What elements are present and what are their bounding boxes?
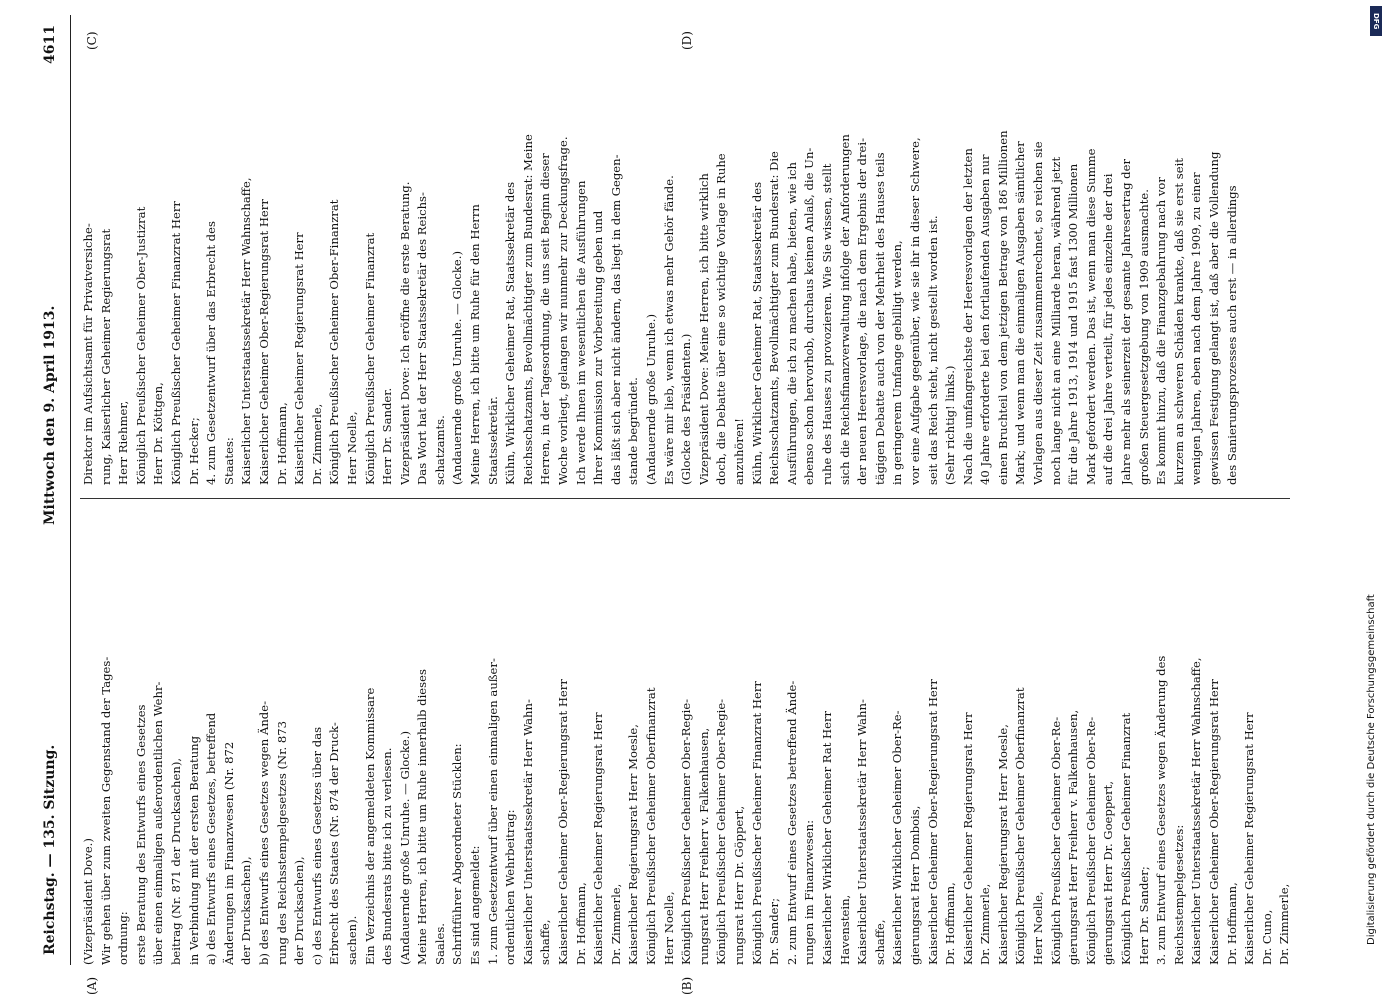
text-line: Es kommt hinzu, daß die Finanzgebahrung nach vor <box>1154 177 1169 485</box>
text-line: Dr. Sander; <box>767 898 782 965</box>
text-line: rung, Kaiserlicher Geheimer Regierungsrat <box>98 228 113 485</box>
text-line: ordnung: <box>116 911 131 965</box>
text-line: Woche vorliegt, gelangen wir nunmehr zur Deckungsfrage. <box>556 136 571 485</box>
text-line: Vorlagen aus dieser Zeit zusammenrechnet, so reichen sie <box>1031 141 1046 485</box>
text-line: Königlich Preußischer Geheimer Ober-Finanzrat <box>327 199 342 485</box>
text-line: Es sind angemeldet: <box>468 845 483 965</box>
text-line: Königlich Preußischer Geheimer Oberfinanzrat <box>1013 687 1028 965</box>
text-line: Kaiserlicher Unterstaatssekretär Herr Wahnschaffe, <box>1189 657 1204 965</box>
margin-marker-b: (B) <box>680 976 694 995</box>
text-line: a) des Entwurfs eines Gesetzes, betreffend <box>204 712 219 965</box>
text-line: rungen im Finanzwesen: <box>802 820 817 965</box>
text-line: (Vizepräsident Dove.) <box>81 838 95 965</box>
text-line: Dr. Zimmerle, <box>1277 883 1292 965</box>
text-line: Reichsschatzamts, Bevollmächtigter zum Bundesrat: Die <box>767 151 782 485</box>
text-line: erste Beratung des Entwurfs eines Gesetzes <box>133 704 148 965</box>
text-line: 3. zum Entwurf eines Gesetzes wegen Änderung des <box>1154 655 1169 965</box>
text-line: beitrag (Nr. 871 der Drucksachen), <box>168 757 183 965</box>
header-date: Mittwoch den 9. April 1913. <box>42 305 58 525</box>
text-line: Königlich Preußischer Geheimer Ober-Re- <box>1048 716 1063 965</box>
text-line: Herr Dr. Sander; <box>1136 866 1151 965</box>
text-line: der Drucksachen), <box>239 856 254 965</box>
page-header <box>40 15 66 965</box>
text-line: Kaiserlicher Geheimer Ober-Regierungsrat Herr <box>1207 679 1221 965</box>
text-line: Herr Noelle, <box>344 411 359 485</box>
text-line: Kaiserlicher Regierungsrat Herr Moesle, <box>995 724 1010 965</box>
text-line: gierungsrat Herr Dr. Goeppert, <box>1101 780 1116 965</box>
text-line: Kaiserlicher Geheimer Ober-Regierungsrat Herr <box>256 199 271 485</box>
text-line: (Glocke des Präsidenten.) <box>679 333 694 485</box>
text-line: Saales. <box>432 923 447 965</box>
text-line: Herr Dr. Köttgen, <box>151 382 166 485</box>
text-line: Herr Dr. Sander. <box>380 387 395 485</box>
text-line: Ihrer Kommission zur Vorbereitung geben und <box>591 210 606 485</box>
header-left: Reichstag. — 135. Sitzung. <box>42 744 58 955</box>
text-line: Kaiserlicher Geheimer Regierungsrat Herr <box>960 712 975 965</box>
text-line: der Drucksachen), <box>292 856 307 965</box>
text-line: anzuhören! <box>731 418 746 485</box>
text-line: Kühn, Wirklicher Geheimer Rat, Staatssekretär des <box>749 181 764 485</box>
text-line: Königlich Preußischer Geheimer Finanzrat Herr <box>168 201 183 485</box>
text-line: (Andauernde große Unruhe. — Glocke.) <box>397 731 412 965</box>
column-separator <box>80 498 1290 499</box>
text-line: Kaiserlicher Wirklicher Geheimer Ober-Re- <box>890 710 905 965</box>
margin-marker-a: (A) <box>85 976 99 995</box>
text-line: in geringerem Umfange gebilligt werden, <box>890 240 905 485</box>
text-line: Vizepräsident Dove: Ich eröffne die erste Beratung. <box>397 181 412 485</box>
text-line: Kaiserlicher Unterstaatssekretär Herr Wahnschaffe, <box>239 177 254 485</box>
text-line: schaffe, <box>872 919 887 965</box>
page-number: 4611 <box>42 25 58 64</box>
text-line: schatzamts. <box>432 415 447 485</box>
text-line: Direktor im Aufsichtsamt für Privatversiche- <box>81 223 95 485</box>
text-line: Dr. Zimmerle, <box>608 883 623 965</box>
text-line: Dr. Hoffmann, <box>943 882 958 965</box>
text-line: Reichsschatzamts, Bevollmächtigter zum Bundesrat: Meine <box>520 134 535 485</box>
text-line: wenigen Jahren, eben nach dem Jahre 1909, zu einer <box>1189 172 1204 485</box>
text-line: gierungsrat Herr Freiherr v. Falkenhausen, <box>1066 709 1081 965</box>
dfg-logo: DFG <box>1370 6 1382 36</box>
text-line: Dr. Cuno, <box>1259 909 1274 965</box>
text-line: Kaiserlicher Unterstaatssekretär Herr Wahn- <box>855 699 870 965</box>
text-line: ordentlichen Wehrbeitrag: <box>503 809 518 965</box>
text-line: Kaiserlicher Unterstaatssekretär Herr Wahn- <box>520 699 535 965</box>
text-line: Königlich Preußischer Geheimer Finanzrat <box>1119 712 1134 965</box>
funding-note: Digitalisierung gefördert durch die Deutsche Forschungsgemeinschaft <box>1366 594 1377 945</box>
text-line: Mark gefordert werden. Das ist, wenn man diese Summe <box>1083 148 1098 485</box>
text-line: Kaiserlicher Geheimer Regierungsrat Herr <box>591 712 606 965</box>
text-line: Mark; und wenn man die einmaligen Ausgaben sämtlicher <box>1013 141 1028 485</box>
text-line: Staates: <box>221 437 236 485</box>
text-line: Kaiserlicher Geheimer Ober-Regierungsrat Herr <box>925 679 940 965</box>
text-line: seit das Reich steht, nicht gestellt worden ist. <box>925 215 940 485</box>
text-line: ebenso schon hervorhob, durchaus keinen Anlaß, die Un- <box>802 147 817 485</box>
text-line: (Andauernde große Unruhe. — Glocke.) <box>450 251 465 485</box>
text-line: Königlich Preußischer Geheimer Finanzrat Herr <box>749 681 764 965</box>
text-line: Vizepräsident Dove: Meine Herren, ich bitte wirklich <box>696 173 711 485</box>
text-line: Staatssekretär. <box>485 396 500 485</box>
text-line: ruhe des Hauses zu provozieren. Wie Sie wissen, stellt <box>819 163 834 485</box>
text-line: auf die drei Jahre verteilt, für jedes einzelne der drei <box>1101 173 1116 485</box>
text-line: Meine Herren, ich bitte um Ruhe für den Herrn <box>468 204 483 485</box>
text-line: Königlich Preußischer Geheimer Finanzrat <box>362 232 377 485</box>
text-line: des Bundesrats bitte ich zu verlesen. <box>380 747 395 965</box>
text-line: gewissen Festigung gelangt ist, daß aber die Vollendung <box>1207 151 1221 485</box>
text-line: großen Steuergesetzgebung von 1909 ausmachte. <box>1136 189 1151 485</box>
text-line: Herr Noelle, <box>1031 891 1046 965</box>
text-line: c) des Entwurfs eines Gesetzes über das <box>309 726 324 965</box>
text-line: sachen). <box>344 915 359 965</box>
text-line: Es wäre mir lieb, wenn ich etwas mehr Gehör fände. <box>661 175 676 485</box>
text-line: stande begründet. <box>626 377 641 485</box>
text-line: Königlich Preußischer Geheimer Ober-Justizrat <box>133 206 148 485</box>
text-line: Dr. Zimmerle, <box>978 883 993 965</box>
right-column <box>80 55 1300 485</box>
text-line: Das Wort hat der Herr Staatssekretär des Reichs- <box>415 192 430 485</box>
text-line: Havenstein, <box>837 894 852 965</box>
text-line: Dr. Hoffmann, <box>573 882 588 965</box>
text-line: für die Jahre 1913, 1914 und 1915 fast 1300 Millionen <box>1066 163 1081 485</box>
text-line: Dr. Zimmerle, <box>309 403 324 485</box>
text-line: Königlich Preußischer Geheimer Ober-Regie- <box>714 698 729 965</box>
text-line: Königlich Preußischer Geheimer Ober-Regie- <box>679 698 694 965</box>
text-line: 1. zum Gesetzentwurf über einen einmaligen außer- <box>485 658 500 965</box>
left-column <box>80 513 1300 965</box>
text-line: Änderungen im Finanzwesen (Nr. 872 <box>221 741 236 965</box>
text-line: Reichsstempelgesetzes: <box>1171 824 1186 965</box>
text-line: Schriftführer Abgeordneter Stücklen: <box>450 743 465 965</box>
text-line: 2. zum Entwurf eines Gesetzes betreffend Ände- <box>784 680 799 965</box>
text-line: Königlich Preußischer Geheimer Oberfinanzrat <box>644 687 658 965</box>
text-line: (Andauernde große Unruhe.) <box>644 313 658 485</box>
text-line: Königlich Preußischer Geheimer Ober-Re- <box>1083 716 1098 965</box>
text-line: der neuen Heeresvorlage, die nach dem Ergebnis der drei- <box>855 138 870 485</box>
margin-marker-c: (C) <box>85 31 99 50</box>
header-rule <box>70 15 71 965</box>
margin-marker-d: (D) <box>680 31 694 50</box>
text-line: vor eine Aufgabe gegenüber, wie sie ihr in dieser Schwere, <box>907 137 922 485</box>
text-line: 40 Jahre erforderte bei den fortlaufenden Ausgaben nur <box>978 154 993 485</box>
text-line: das läßt sich aber nicht ändern, das liegt in dem Gegen- <box>608 154 623 485</box>
text-line: Ausführungen, die ich zu machen habe, bieten, wie ich <box>784 161 799 485</box>
text-line: rungsrat Herr Freiherr v. Falkenhausen, <box>696 727 711 965</box>
text-line: Erbrecht des Staates (Nr. 874 der Druck- <box>327 722 342 965</box>
text-line: Kaiserlicher Geheimer Regierungsrat Herr <box>292 232 307 485</box>
text-line: (Sehr richtig! links.) <box>943 365 958 485</box>
text-line: Ein Verzeichnis der angemeldeten Kommissare <box>362 687 377 965</box>
text-line: Herr Riehmer, <box>116 400 131 485</box>
text-line: über einen einmaligen außerordentlichen Wehr- <box>151 681 166 965</box>
text-line: Herren, in der Tagesordnung, die uns seit Beginn dieser <box>538 153 553 485</box>
text-line: sich die Reichsfinanzverwaltung infolge der Anforderungen <box>837 134 852 485</box>
text-line: Kühn, Wirklicher Geheimer Rat, Staatssekretär des <box>503 181 518 485</box>
text-line: 4. zum Gesetzentwurf über das Erbrecht des <box>204 221 219 485</box>
text-line: einen Bruchteil von dem jetzigen Betrage von 186 Millionen <box>995 130 1010 485</box>
text-line: noch lange nicht an eine Milliarde heran, während jetzt <box>1048 156 1063 485</box>
text-line: rung des Reichsstempelgesetzes (Nr. 873 <box>274 721 289 965</box>
text-line: schaffe, <box>538 919 553 965</box>
text-line: Dr. Hoffmann, <box>274 402 289 485</box>
text-line: Jahre mehr als seinerzeit der gesamte Jahresertrag der <box>1119 158 1134 485</box>
text-line: Kaiserlicher Regierungsrat Herr Moesle, <box>626 724 641 965</box>
rotated-page <box>40 15 1310 995</box>
text-line: des Sanierungsprozesses auch erst — in allerdings <box>1224 185 1239 485</box>
text-line: Wir gehen über zum zweiten Gegenstand der Tages- <box>98 656 113 965</box>
text-line: b) des Entwurfs eines Gesetzes wegen Ände- <box>256 701 271 965</box>
text-line: Dr. Hoffmann, <box>1224 882 1239 965</box>
text-line: Kaiserlicher Geheimer Ober-Regierungsrat Herr <box>556 679 571 965</box>
text-line: Herr Noelle, <box>661 891 676 965</box>
text-line: Kaiserlicher Wirklicher Geheimer Rat Herr <box>819 710 834 965</box>
text-line: rungsrat Herr Dr. Göppert, <box>731 805 746 965</box>
text-line: kurzem an schweren Schäden krankte, daß sie erst seit <box>1171 158 1186 485</box>
text-line: in Verbindung mit der ersten Beratung <box>186 735 201 965</box>
text-line: doch, die Debatte über eine so wichtige Vorlage in Ruhe <box>714 153 729 485</box>
text-line: Dr. Hecker; <box>186 417 201 485</box>
text-line: Meine Herren, ich bitte um Ruhe innerhalb dieses <box>415 669 430 965</box>
text-line: Kaiserlicher Geheimer Regierungsrat Herr <box>1242 712 1257 965</box>
text-line: tägigen Debatte auch von der Mehrheit des Hauses teils <box>872 152 887 485</box>
text-line: Nach die umfangreichste der Heeresvorlagen der letzten <box>960 148 975 485</box>
text-line: gierungsrat Herr Dombois, <box>907 805 922 965</box>
text-line: Ich werde Ihnen im wesentlichen die Ausführungen <box>573 180 588 485</box>
